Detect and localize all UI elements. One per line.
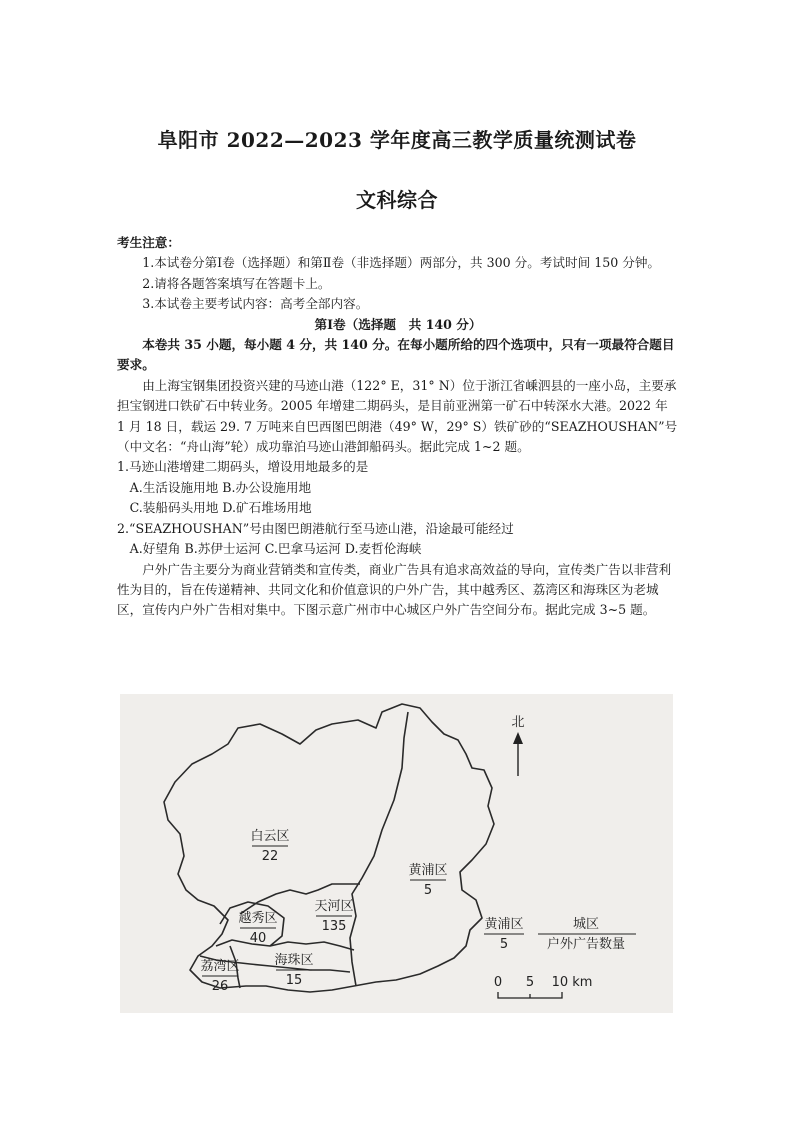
question-2-stem: 2.“SEAZHOUSHAN”号由图巴朗港航行至马迹山港，沿途最可能经过	[117, 520, 514, 536]
scale-label-5: 5	[525, 975, 535, 990]
district-yuexiu-name: 越秀区	[238, 911, 278, 926]
district-haizhu-count: 15	[285, 973, 303, 988]
exam-body	[117, 233, 679, 621]
district-baiyun-name: 白云区	[250, 829, 290, 844]
section-instruction: 本卷共 35 小题，每小题 4 分，共 140 分。在每小题所给的四个选项中，只有一项最符合题目要求。	[117, 337, 675, 373]
map-legend	[484, 916, 636, 952]
district-tianhe-name: 天河区	[314, 899, 354, 914]
question-1-options-line-2: C.装船码头用地 D.矿石堆场用地	[129, 500, 312, 516]
north-arrow-icon	[511, 715, 524, 776]
district-haizhu-name: 海珠区	[274, 953, 314, 968]
city-outline	[164, 704, 494, 992]
district-tianhe-count: 135	[321, 919, 347, 934]
scale-label-0: 0	[493, 975, 503, 990]
section-title: 第Ⅰ卷（选择题 共 140 分）	[314, 316, 482, 332]
district-liwan-count: 26	[211, 979, 229, 994]
exam-subtitle: 文科综合	[356, 188, 438, 212]
district-huangpu-count: 5	[423, 883, 433, 898]
huangpu-boundary	[350, 712, 408, 986]
notice-heading: 考生注意：	[117, 235, 180, 250]
notice-item-3: 3.本试卷主要考试内容：高考全部内容。	[142, 296, 369, 312]
passage-2: 户外广告主要分为商业营销类和宣传类，商业广告具有追求高效益的导向，宣传类广告以非营利性为目的，旨在传递精神、共同文化和价值意识的户外广告，其中越秀区、荔湾区和海珠区为老城区，宣传内户外广告相对集中。下图示意广州市中心城区户外广告空间分布。据此完成 3~5 题。	[117, 561, 672, 618]
notice-item-1: 1.本试卷分第Ⅰ卷（选择题）和第Ⅱ卷（非选择题）两部分，共 300 分。考试时间 150 分钟。	[142, 255, 661, 271]
scale-label-10: 10 km	[551, 975, 593, 990]
passage-1: 由上海宝钢集团投资兴建的马迹山港（122° E，31° N）位于浙江省嵊泗县的一座小岛，主要承担宝钢进口铁矿石中转业务。2005 年增建二期码头，是目前亚洲第一矿石中转深水大港。2022 年 1 月 18 日，载运 29. 7 万吨来自巴西图巴朗港（49° W，29° S）铁矿砂的“SEAZHOUSHAN”号（中文名：“舟山海”轮）成功靠泊马迹山港卸船码头。据此完成 1~2 题。	[117, 377, 678, 455]
notice-item-2: 2.请将各题答案填写在答题卡上。	[142, 275, 331, 291]
exam-title: 阜阳市 2022—2023 学年度高三教学质量统测试卷	[157, 128, 637, 152]
guangzhou-district-map	[120, 694, 673, 1013]
district-huangpu-name: 黄浦区	[408, 863, 448, 878]
legend-count-header: 户外广告数量	[546, 937, 626, 952]
question-2-options-line-1: A.好望角 B.苏伊士运河 C.巴拿马运河 D.麦哲伦海峡	[129, 541, 422, 557]
legend-sample-name: 黄浦区	[484, 917, 524, 932]
scale-bar	[494, 975, 593, 998]
north-label: 北	[511, 715, 525, 730]
district-yuexiu-count: 40	[249, 931, 267, 946]
question-1-options-line-1: A.生活设施用地 B.办公设施用地	[129, 479, 312, 495]
question-1-stem: 1.马迹山港增建二期码头，增设用地最多的是	[117, 459, 369, 475]
district-liwan-name: 荔湾区	[200, 959, 240, 974]
district-baiyun-count: 22	[261, 849, 279, 864]
map-svg	[120, 694, 673, 1013]
haizhu-boundary	[216, 940, 354, 950]
legend-sample-count: 5	[499, 937, 509, 952]
legend-name-header: 城区	[572, 917, 600, 932]
